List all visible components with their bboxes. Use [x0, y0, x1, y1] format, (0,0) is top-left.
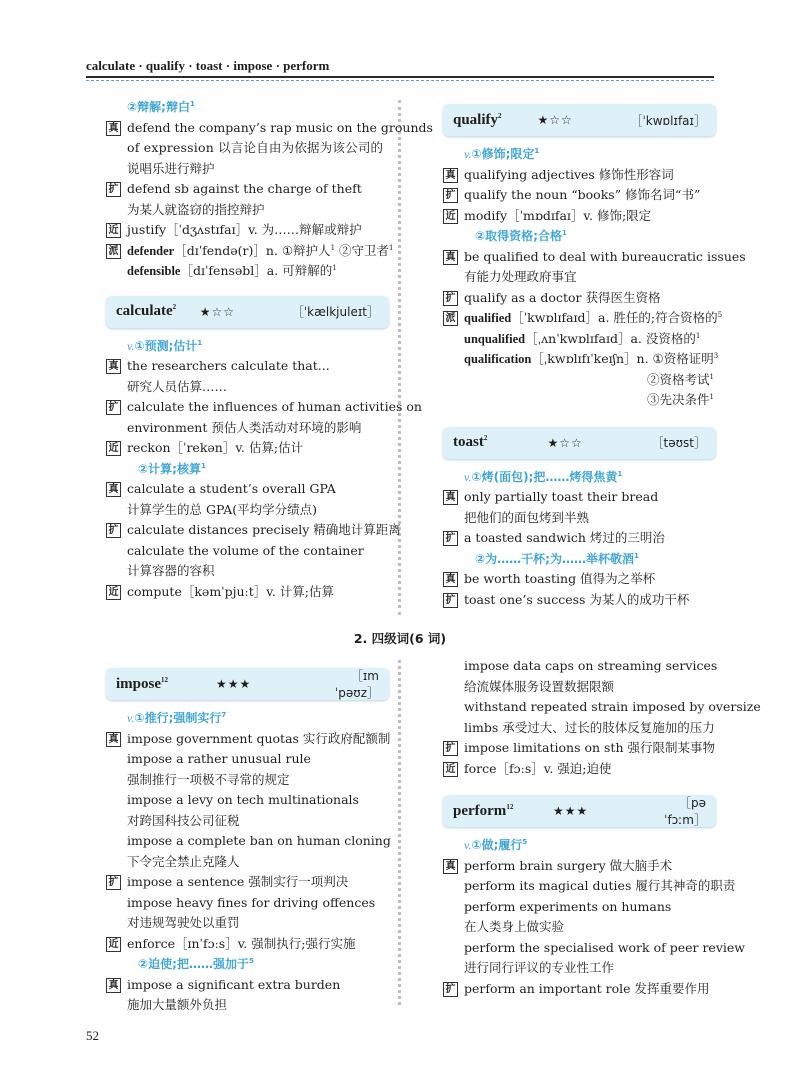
sense-heading: v.①烤(面包);把……烤得焦黄$^1$: [464, 469, 623, 484]
header-rule: [86, 76, 714, 78]
headword: qualify$^2$: [453, 111, 502, 128]
page-number: 52: [86, 1028, 99, 1043]
synonym: justify［ˈdʒʌstɪfaɪ］v. 为……辩解或辩护: [127, 222, 362, 237]
kuo-label: 扩: [443, 741, 458, 756]
left-top-column: ②辩解;辩白$^1$ 真 defend the company’s rap music on the grounds of expression 以言论自由为依据为该公司的 说唱乐进行辩护 扩 defend sb against the charge of theft 为某人就盗窃的指控辩护 近 justify［ˈdʒʌstɪfaɪ］v. 为……辩解或辩护 派 defender［dɪˈfendə(r)］n. ①辩护人$^1$ ②守卫者$^1$ defensible［dɪˈfensəbl］a. 可辩解的$^1$ calculate$^2$ ★☆☆ ［ˈkælkjuleɪt］ v.①预测;估计$^1$ 真 the researchers calculate that... 研究人员估算…… 扩 calculate the influences of human activities on environment 预估人类活动对环境的影响 近 reckon［ˈrekən］v. 估算;估计 ②计算;核算$^1$ 真 calculate a student’s overall GPA 计算学生的总 GPA(平均学分绩点) 扩 calculate distances precisely 精确地计算距离 calculate the volume of the container 计算容器的容积 近 compute［kəmˈpjuːt］v. 计算;估算: [106, 97, 389, 602]
example: defend the company’s rap music on the grounds: [127, 119, 433, 135]
sense-heading: ②计算;核算$^1$: [138, 461, 206, 476]
column-divider-top: [398, 100, 407, 615]
kuo-label: 扩: [106, 400, 121, 415]
kuo-label: 扩: [443, 531, 458, 546]
sense-heading: ②为……干杯;为……举杯敬酒$^1$: [475, 551, 639, 566]
kuo-label: 扩: [443, 593, 458, 608]
pai-label: 派: [106, 244, 121, 259]
derivative-word: defensible: [127, 264, 181, 278]
sense-heading: v.①预测;估计$^1$: [127, 338, 203, 353]
zhen-label: 真: [443, 572, 458, 587]
zhen-label: 真: [106, 732, 121, 747]
header-dashed-rule: [86, 80, 714, 81]
jin-label: 近: [106, 441, 121, 456]
sense-heading: v.①做;履行$^5$: [464, 838, 528, 852]
extension: 为某人就盗窃的指控辩护: [127, 201, 265, 217]
left-bottom-column: impose$^{12}$ ★★★ ［ɪmˈpəʊz］ v.①推行;强制实行$^7$ 真 impose government quotas 实行政府配额制 impose a rather unusual rule 强制推行一项极不寻常的规定 impose a levy on tech multinationals 对跨国科技公司征税 impose a complete ban on human cloning 下令完全禁止克隆人 扩 impose a sentence 强制实行一项判决 impose heavy fines for driving offences 对违规驾驶处以重罚 近 enforce［ɪnˈfɔːs］v. 强制执行;强行实施 ②迫使;把……强加于$^5$ 真 impose a significant extra burden 施加大量额外负担: [106, 668, 389, 1016]
jin-label: 近: [106, 585, 121, 600]
pronunciation: ［ɪmˈpəʊz］: [334, 669, 379, 700]
jin-label: 近: [106, 937, 121, 952]
star-rating: ★☆☆: [199, 304, 236, 319]
pronunciation: ［pəˈfɔːm］: [664, 796, 706, 827]
derivative-word: qualification: [464, 352, 532, 366]
example: 说唱乐进行辩护: [127, 160, 215, 176]
sense-heading: ②迫使;把……强加于$^5$: [138, 957, 254, 971]
zhen-label: 真: [106, 359, 121, 374]
zhen-label: 真: [443, 250, 458, 265]
column-divider-bottom: [398, 660, 407, 1005]
jin-label: 近: [443, 762, 458, 777]
sense-heading: v.①修饰;限定$^1$: [464, 147, 540, 161]
zhen-label: 真: [106, 978, 121, 993]
star-rating: ★☆☆: [537, 113, 573, 127]
headword: calculate$^2$: [116, 303, 177, 319]
star-rating: ★★★: [216, 677, 252, 691]
star-rating: ★★★: [553, 804, 589, 818]
kuo-label: 扩: [106, 182, 121, 197]
jin-label: 近: [443, 209, 458, 224]
derivative-word: defender: [127, 243, 175, 258]
headword-box-toast: [443, 427, 716, 459]
sense-heading: v.①推行;强制实行$^7$: [127, 711, 227, 725]
zhen-label: 真: [106, 482, 121, 497]
kuo-label: 扩: [443, 982, 458, 997]
zhen-label: 真: [443, 490, 458, 505]
headword: impose$^{12}$: [116, 675, 168, 692]
star-rating: ★☆☆: [547, 435, 583, 450]
pronunciation: ［ˈkælkjuleɪt］: [291, 305, 379, 319]
headword-box-calculate: [106, 296, 389, 328]
zhen-label: 真: [443, 859, 458, 874]
kuo-label: 扩: [106, 875, 121, 890]
headword-box-impose: [106, 668, 389, 700]
headword: toast$^2$: [453, 434, 488, 450]
headword-box-perform: [443, 795, 716, 827]
headword-box-qualify: [443, 104, 716, 136]
jin-label: 近: [106, 223, 121, 238]
pronunciation: ［ˈkwɒlɪfaɪ］: [630, 113, 706, 128]
zhen-label: 真: [443, 168, 458, 183]
zhen-label: 真: [106, 121, 121, 136]
right-top-column: qualify$^2$ ★☆☆ ［ˈkwɒlɪfaɪ］ v.①修饰;限定$^1$ 真 qualifying adjectives 修饰性形容词 扩 qualify the noun “books” 修饰名词“书” 近 modify［ˈmɒdɪfaɪ］v. 修饰;限定 ②取得资格;合格$^1$ 真 be qualified to deal with bureaucratic issues 有能力处理政府事宜 扩 qualify as a doctor 获得医生资格 派 qualified［ˈkwɒlɪfaɪd］a. 胜任的;符合资格的$^5$ unqualified［ˌʌnˈkwɒlɪfaɪd］a. 没资格的$^1$ qualification［ˌkwɒlɪfɪˈkeɪʃn］n. ①资格证明$^3$ ②资格考试$^1$ ③先决条件$^1$ toast$^2$ ★☆☆ ［təʊst］ v.①烤(面包);把……烤得焦黄$^1$ 真 only partially toast their bread 把他们的面包烤到半熟 扩 a toasted sandwich 烤过的三明治 ②为……干杯;为……举杯敬酒$^1$ 真 be worth toasting 值得为之举杯 扩 toast one’s success 为某人的成功干杯: [443, 104, 716, 610]
derivative-word: qualified: [464, 311, 512, 325]
derivative-word: unqualified: [464, 331, 526, 346]
extension: defend sb against the charge of theft: [127, 181, 362, 196]
kuo-label: 扩: [443, 291, 458, 306]
section-title: 2. 四级词(6 词): [353, 631, 447, 646]
right-bottom-column: impose data caps on streaming services 给流媒体服务设置数据限额 withstand repeated strain imposed by oversize limbs 承受过大、过长的肢体反复施加的压力 扩 impose limitations on sth 强行限制某事物 近 force［fɔːs］v. 强迫;迫使 perform$^{12}$ ★★★ ［pəˈfɔːm］ v.①做;履行$^5$ 真 perform brain surgery 做大脑手术 perform its magical duties 履行其神奇的职责 perform experiments on humans 在人类身上做实验 perform the specialised work of peer review 进行同行评议的专业性工作 扩 perform an important role 发挥重要作用: [443, 656, 723, 999]
sense-heading: ②辩解;辩白$^1$: [127, 100, 195, 114]
pai-label: 派: [443, 311, 458, 326]
kuo-label: 扩: [106, 523, 121, 538]
sense-heading: ②取得资格;合格$^1$: [475, 229, 567, 243]
pronunciation: ［təʊst］: [651, 436, 706, 450]
header-title: calculate · qualify · toast · impose · perform: [86, 58, 330, 73]
headword: perform$^{12}$: [453, 802, 514, 819]
kuo-label: 扩: [443, 188, 458, 203]
example: of expression 以言论自由为依据为该公司的: [127, 140, 384, 155]
